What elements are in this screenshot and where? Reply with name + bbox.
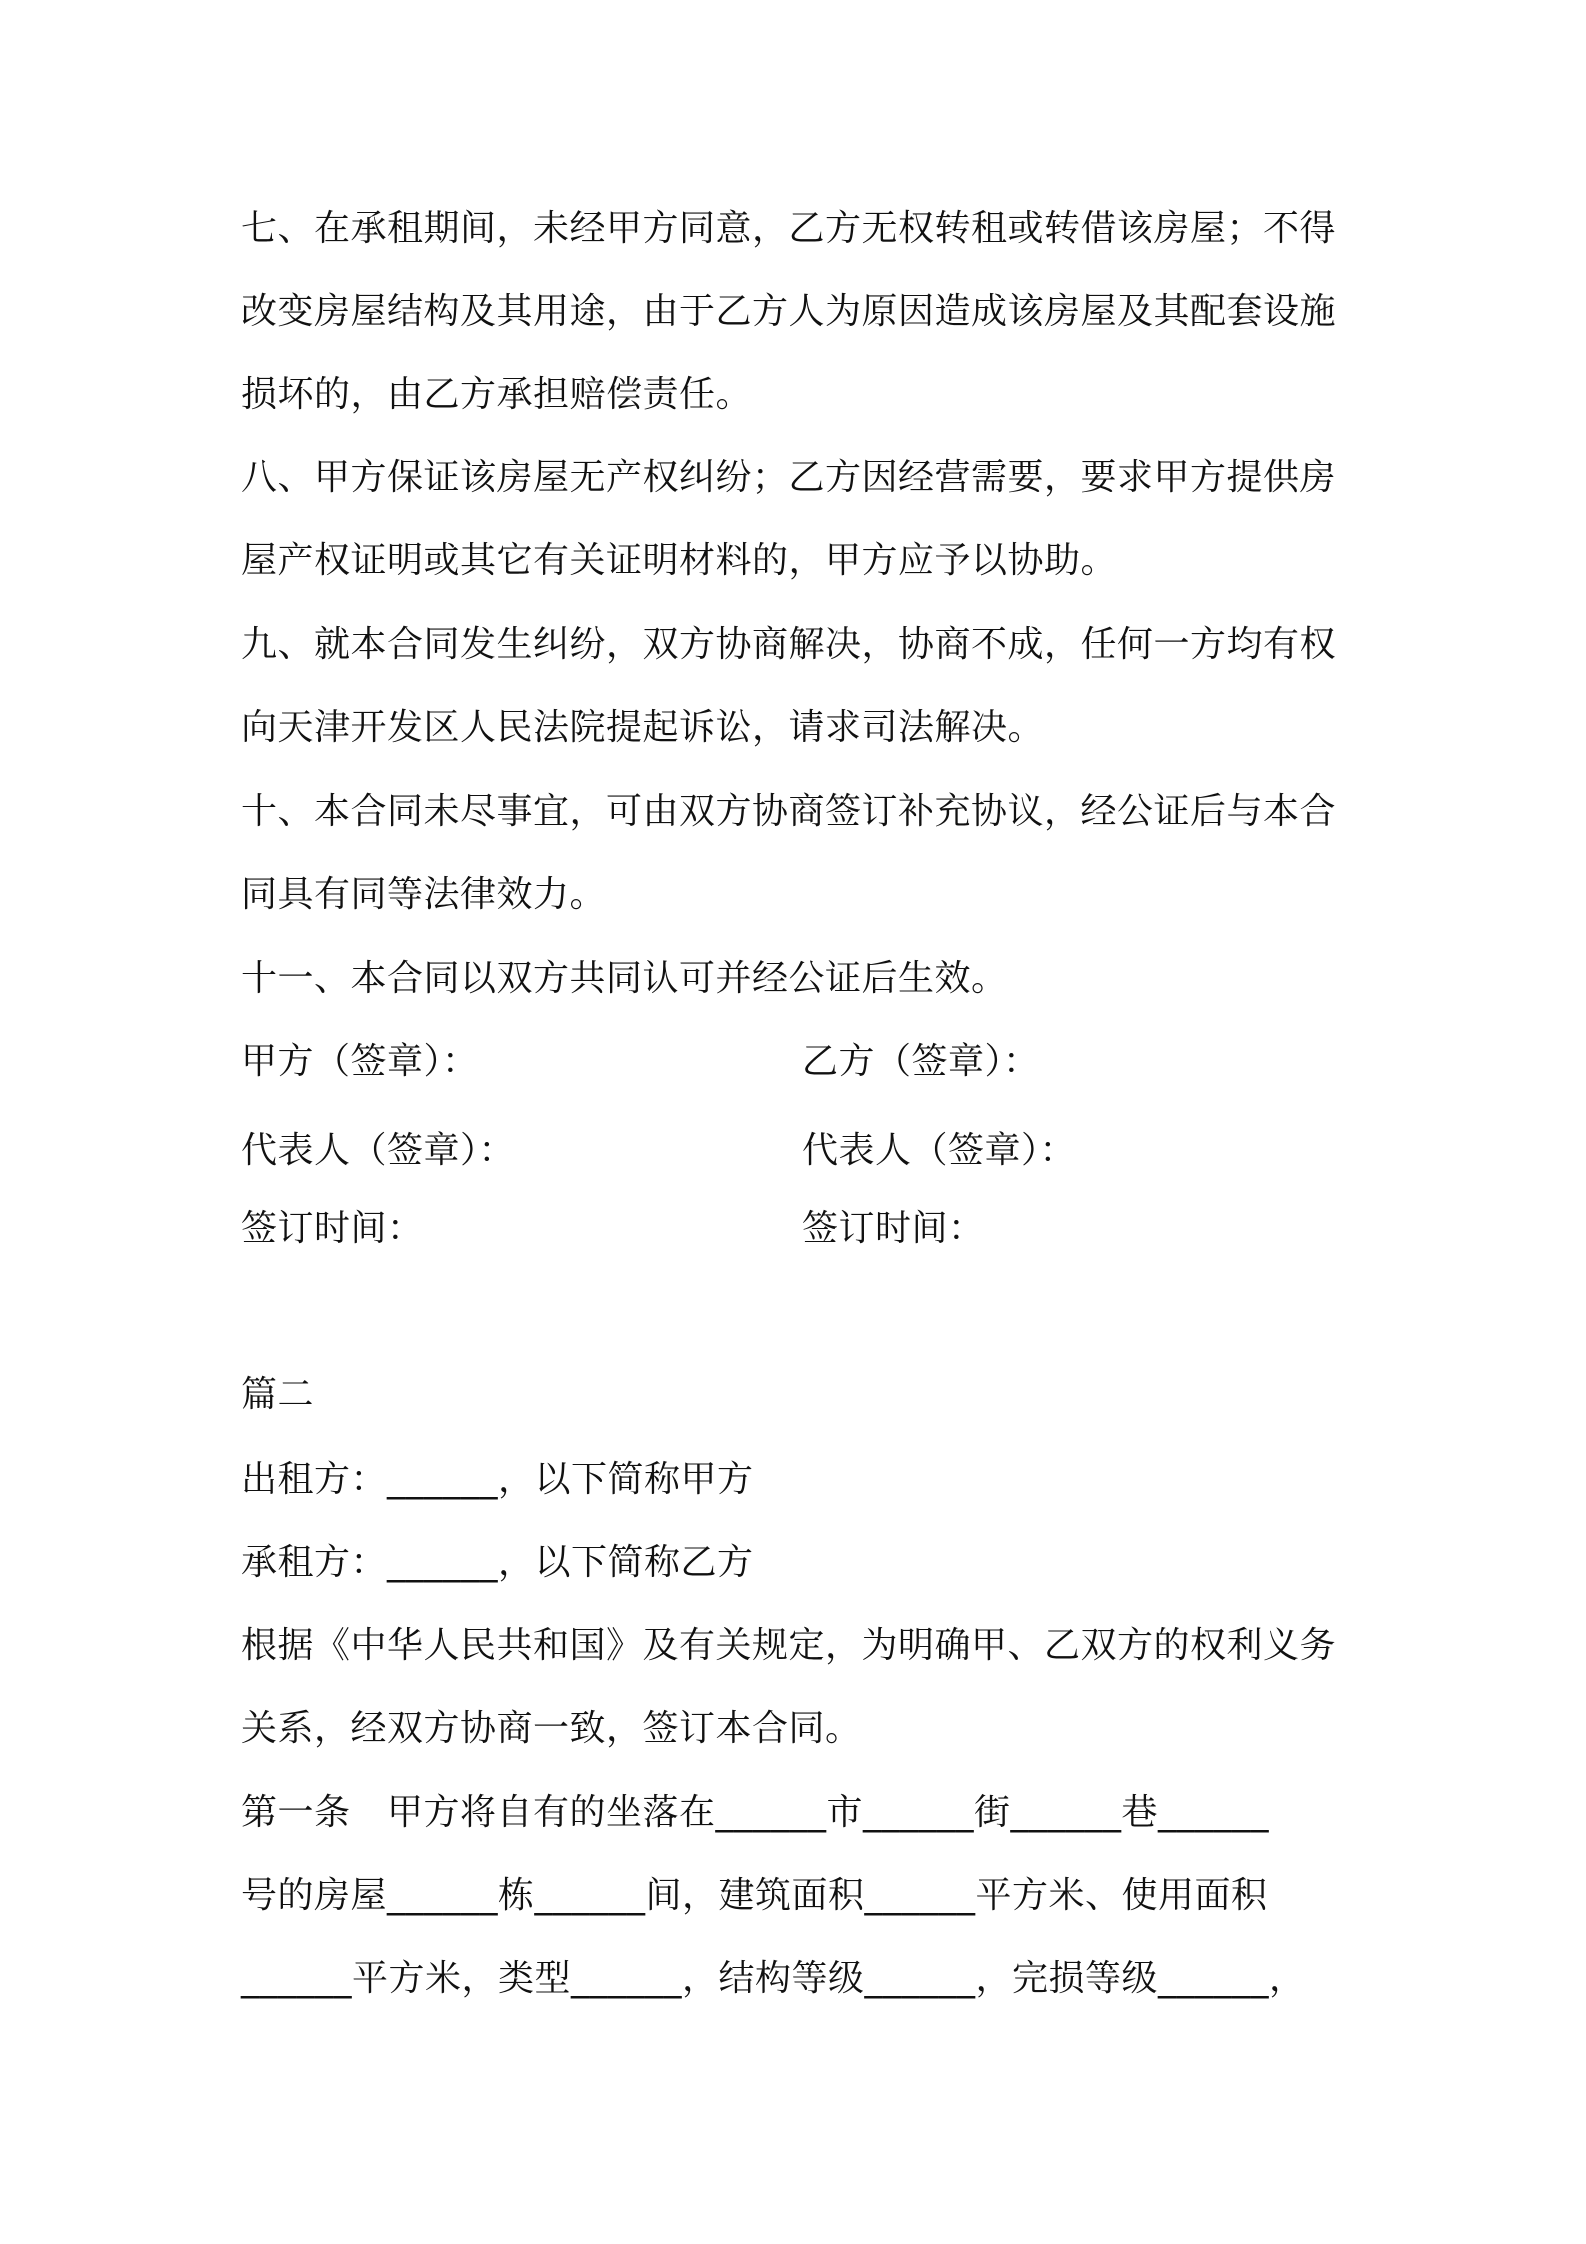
section-two-heading: 篇二 — [241, 1374, 315, 1415]
lessor-line: 出租方：______，以下简称甲方 — [241, 1459, 754, 1500]
lessee-line: 承租方：______，以下简称乙方 — [241, 1542, 754, 1583]
article-1-line-2: 号的房屋______栋______间，建筑面积______平方米、使用面积 — [241, 1875, 1268, 1916]
clause-8-line-1: 八、甲方保证该房屋无产权纠纷；乙方因经营需要，要求甲方提供房 — [241, 457, 1337, 498]
party-a-seal-label: 甲方（签章）： — [241, 1041, 479, 1082]
clause-7-line-3: 损坏的，由乙方承担赔偿责任。 — [241, 374, 753, 415]
clause-8-line-2: 屋产权证明或其它有关证明材料的，甲方应予以协助。 — [241, 540, 1118, 581]
party-a-date-label: 签订时间： — [241, 1208, 424, 1249]
party-b-seal-label: 乙方（签章）： — [802, 1041, 1040, 1082]
clause-11: 十一、本合同以双方共同认可并经公证后生效。 — [241, 958, 1008, 999]
clause-10-line-2: 同具有同等法律效力。 — [241, 874, 607, 915]
preamble-line-1: 根据《中华人民共和国》及有关规定，为明确甲、乙双方的权利义务 — [241, 1625, 1337, 1666]
clause-7-line-2: 改变房屋结构及其用途，由于乙方人为原因造成该房屋及其配套设施 — [241, 291, 1337, 332]
article-1-line-3: ______平方米，类型______，结构等级______，完损等级______， — [241, 1958, 1306, 1999]
preamble-line-2: 关系，经双方协商一致，签订本合同。 — [241, 1708, 862, 1749]
party-b-date-label: 签订时间： — [802, 1208, 985, 1249]
article-1-line-1: 第一条 甲方将自有的坐落在______市______街______巷______ — [241, 1792, 1270, 1833]
clause-7-line-1: 七、在承租期间，未经甲方同意，乙方无权转租或转借该房屋；不得 — [241, 208, 1337, 249]
party-b-representative-label: 代表人（签章）： — [802, 1130, 1077, 1171]
clause-10-line-1: 十、本合同未尽事宜，可由双方协商签订补充协议，经公证后与本合 — [241, 791, 1337, 832]
clause-9-line-2: 向天津开发区人民法院提起诉讼，请求司法解决。 — [241, 707, 1045, 748]
clause-9-line-1: 九、就本合同发生纠纷，双方协商解决，协商不成，任何一方均有权 — [241, 624, 1337, 665]
party-a-representative-label: 代表人（签章）： — [241, 1130, 516, 1171]
